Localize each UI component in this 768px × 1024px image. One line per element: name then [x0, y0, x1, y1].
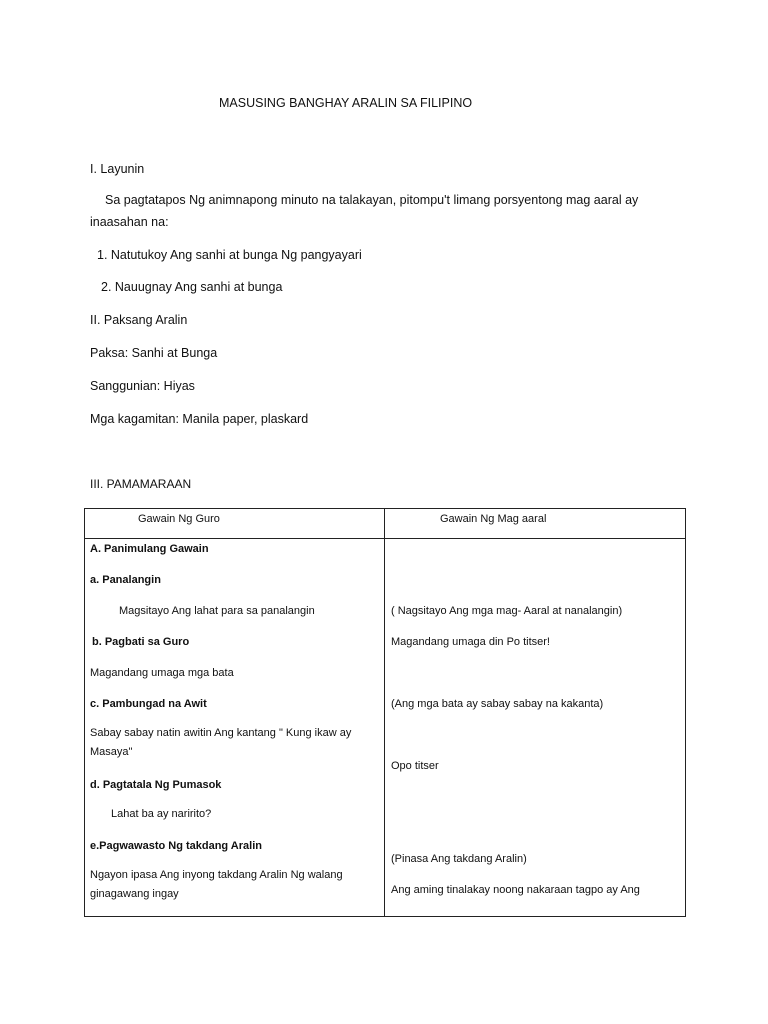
panalangin-response: ( Nagsitayo Ang mga mag- Aaral at nanalangin): [391, 605, 623, 617]
pagtatala-response: Opo titser: [391, 760, 439, 772]
document-title: MASUSING BANGHAY ARALIN SA FILIPINO: [219, 96, 473, 110]
pagwawasto-text: Ngayon ipasa Ang inyong takdang Aralin Ng walang ginagawang ingay: [90, 869, 343, 900]
kagamitan-line: Mga kagamitan: Manila paper, plaskard: [90, 412, 309, 426]
section-paksang-aralin-heading: II. Paksang Aralin: [90, 313, 188, 327]
table-body-row: [85, 539, 686, 917]
section-pamamaraan-heading: III. PAMAMARAAN: [90, 477, 192, 491]
pagbati-text: Magandang umaga mga bata: [90, 667, 234, 679]
pagbati-label: b. Pagbati sa Guro: [92, 636, 190, 648]
section-layunin-heading: I. Layunin: [90, 162, 145, 176]
awit-label: c. Pambungad na Awit: [90, 698, 207, 710]
objective-item-1: 1. Natutukoy Ang sanhi at bunga Ng pangyayari: [97, 248, 362, 262]
teacher-activities-cell: [85, 539, 385, 917]
awit-text: Sabay sabay natin awitin Ang kantang " Kung ikaw ay Masaya": [90, 727, 352, 758]
objective-item-2: 2. Nauugnay Ang sanhi at bunga: [101, 280, 283, 294]
layunin-intro: Sa pagtatapos Ng animnapong minuto na talakayan, pitompu't limang porsyentong mag aaral ay inaasahan na:: [90, 193, 639, 229]
awit-response: (Ang mga bata ay sabay sabay na kakanta): [391, 698, 604, 710]
sanggunian-line: Sanggunian: Hiyas: [90, 379, 195, 393]
header-guro: Gawain Ng Guro: [138, 513, 220, 525]
header-cell-guro: [85, 509, 385, 539]
panimulang-gawain-label: A. Panimulang Gawain: [90, 543, 209, 555]
takda-response: (Pinasa Ang takdang Aralin): [391, 853, 527, 865]
pagtatala-label: d. Pagtatala Ng Pumasok: [90, 779, 222, 791]
pagbati-response: Magandang umaga din Po titser!: [391, 636, 550, 648]
pagwawasto-label: e.Pagwawasto Ng takdang Aralin: [90, 840, 262, 852]
table-header-row: [85, 509, 686, 539]
panalangin-text: Magsitayo Ang lahat para sa panalangin: [119, 605, 315, 617]
pagtatala-text: Lahat ba ay naririto?: [111, 808, 212, 820]
tinalakay-response: Ang aming tinalakay noong nakaraan tagpo ay Ang: [391, 884, 640, 896]
student-activities-cell: [385, 539, 686, 917]
header-cell-mag-aaral: [385, 509, 686, 539]
header-mag-aaral: Gawain Ng Mag aaral: [440, 513, 547, 525]
panalangin-label: a. Panalangin: [90, 574, 161, 586]
pamamaraan-table: [84, 508, 686, 917]
paksa-line: Paksa: Sanhi at Bunga: [90, 346, 218, 360]
